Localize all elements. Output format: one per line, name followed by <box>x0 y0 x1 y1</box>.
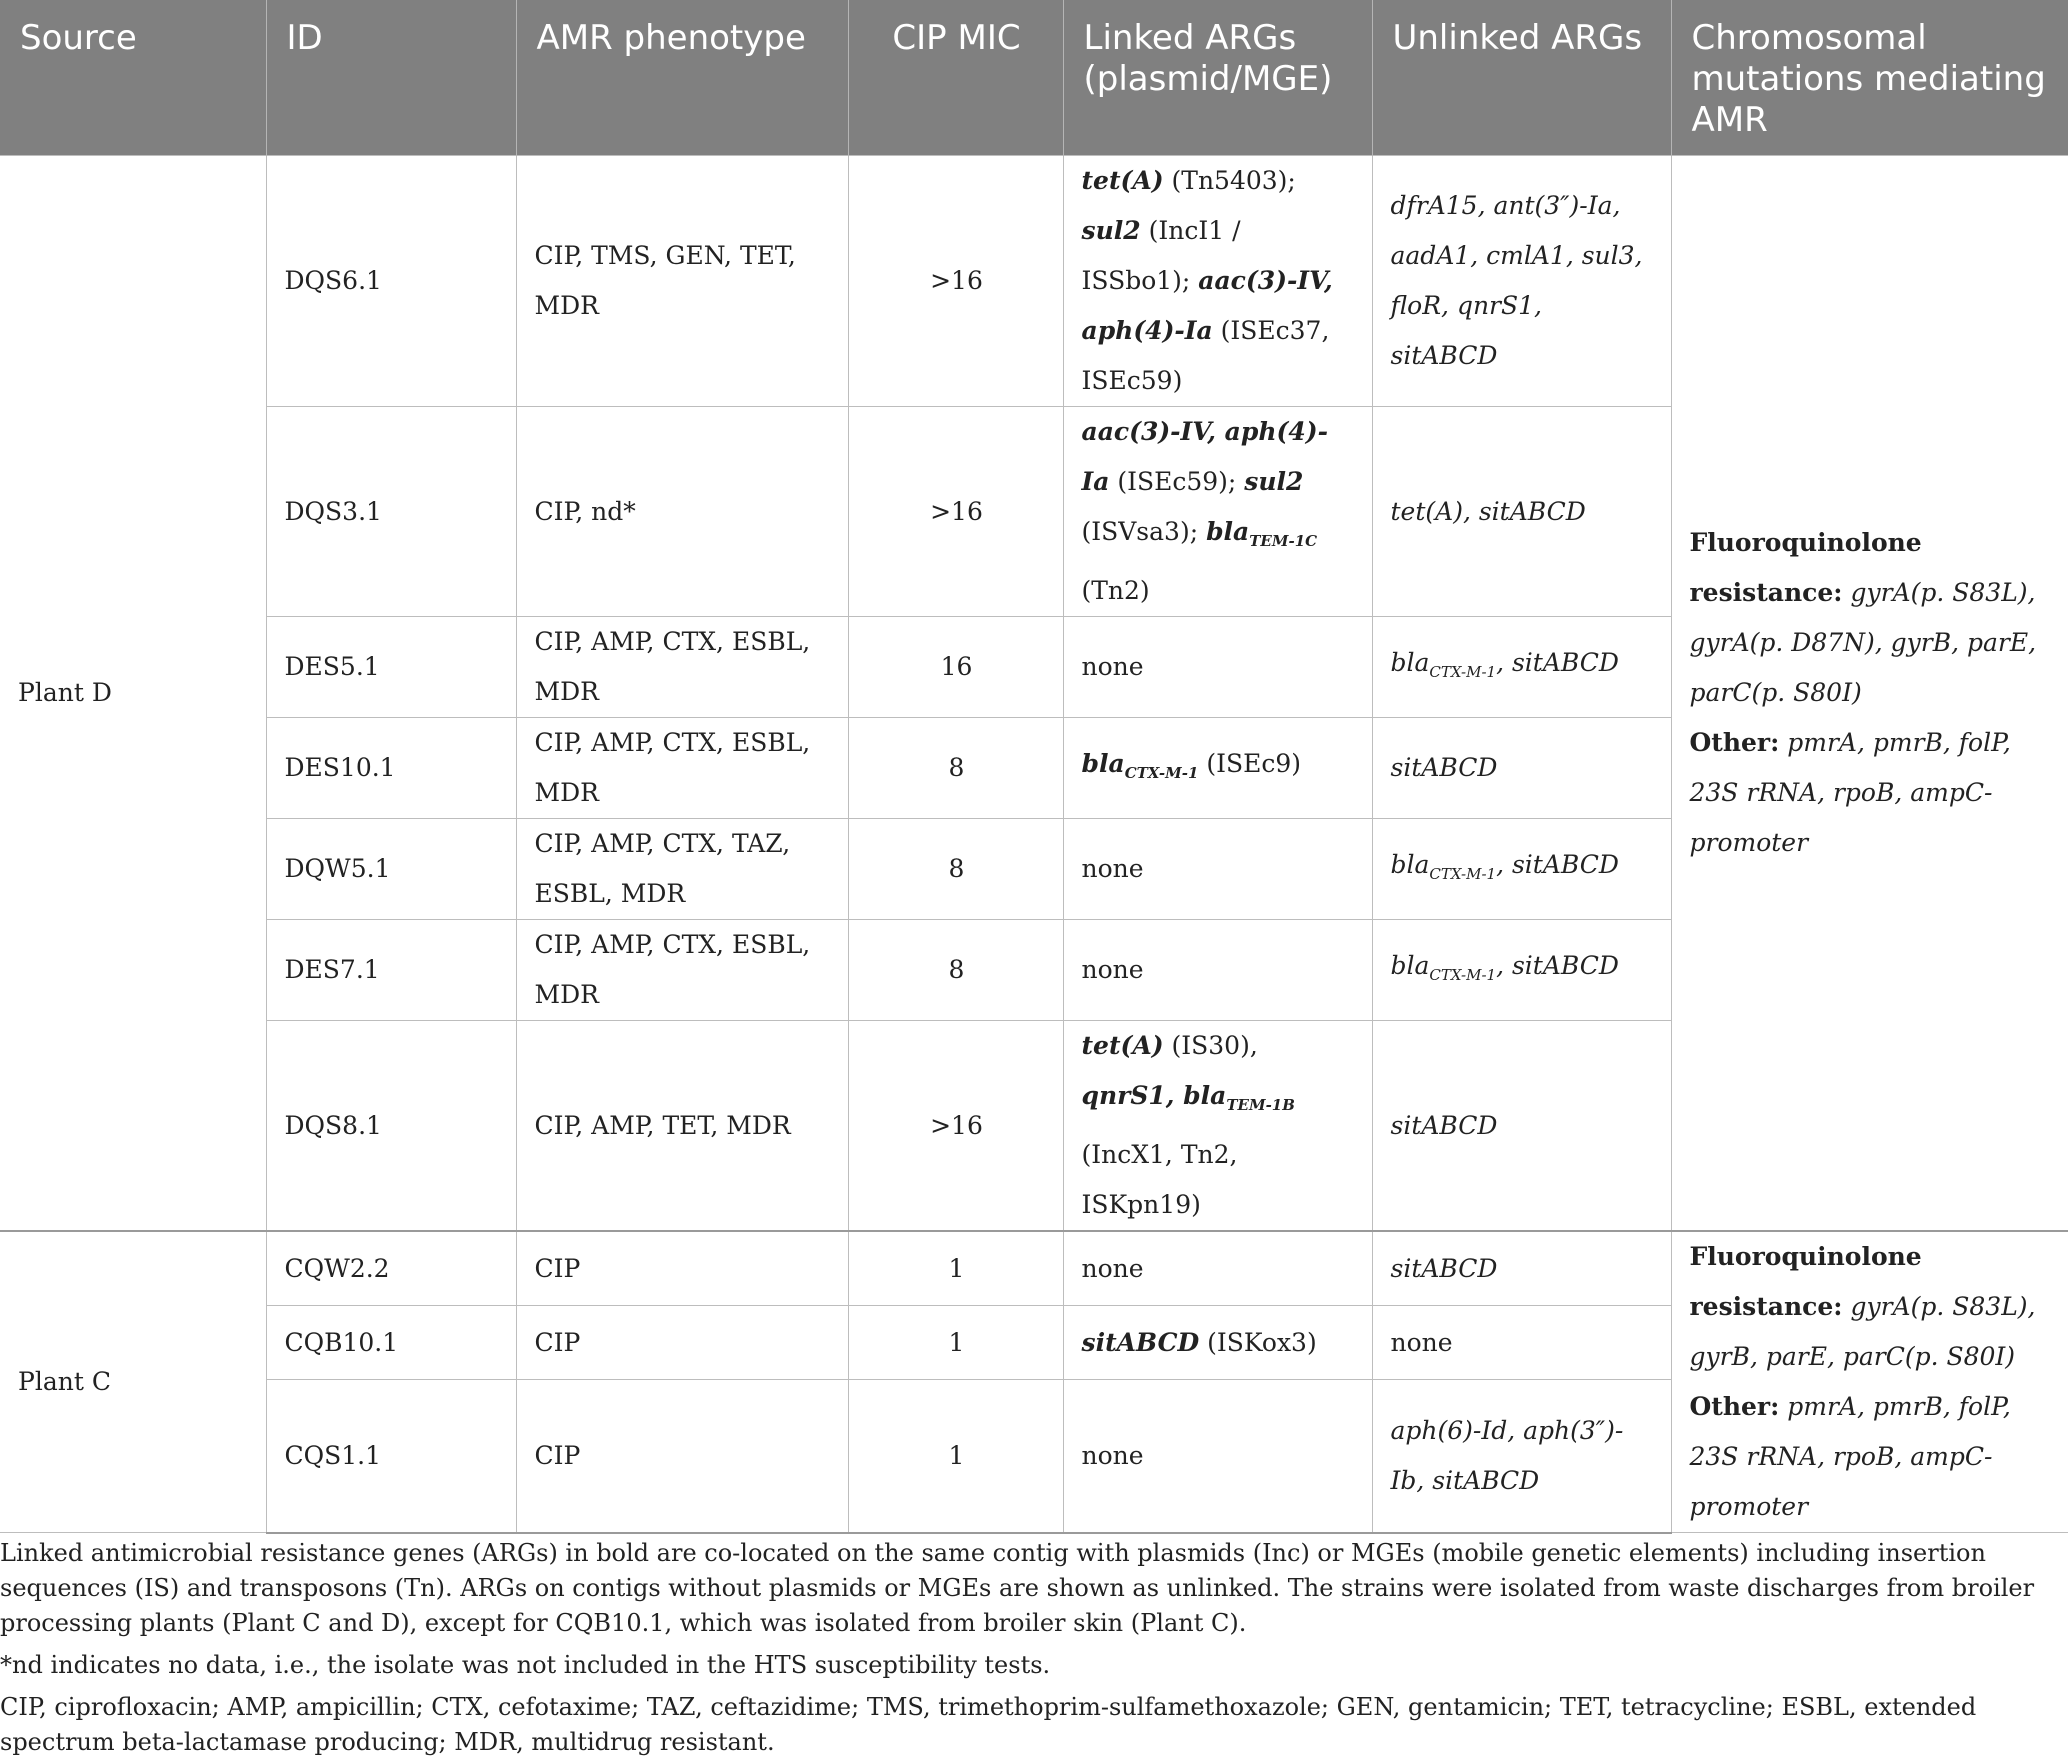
phenotype-cell: CIP, nd* <box>516 407 848 617</box>
footnote-main: Linked antimicrobial resistance genes (ARGs) in bold are co-located on the same contig with plasmids (Inc) or MGEs (mobile genetic elements) including insertion sequences (IS) and transposons (Tn). ARGs on contigs without plasmids or MGEs are shown as unlinked. The strains were isolated from waste discharges from broiler processing plants (Plant C and D), except for CQB10.1, which was isolated from broiler skin (Plant C). <box>0 1538 2035 1637</box>
gene-variant: CTX-M-1 <box>1429 662 1497 681</box>
unlinked-args-cell <box>1372 156 1671 407</box>
cip-mic-cell: >16 <box>848 156 1063 407</box>
linked-args-cell <box>1063 1021 1372 1232</box>
unlinked-genes: bla$_{CTX-M-1}$, sitABCD <box>1390 647 1619 681</box>
unlinked-args-cell <box>1372 1306 1671 1380</box>
linked-none: none <box>1081 955 1144 984</box>
gene-variant: CTX-M-1 <box>1429 965 1497 984</box>
unlinked-args-cell <box>1372 617 1671 718</box>
footnote-nd: *nd indicates no data, i.e., the isolate was not included in the HTS susceptibility tests. <box>0 1650 1051 1679</box>
unlinked-gene-list: , sitABCD <box>1496 849 1619 879</box>
linked-gene: sul2 <box>1081 216 1141 245</box>
phenotype-cell: CIP, TMS, GEN, TET, MDR <box>516 156 848 407</box>
linked-element: (ISEc59); <box>1109 467 1245 496</box>
linked-gene: sitABCD <box>1081 1327 1200 1357</box>
linked-args-cell <box>1063 617 1372 718</box>
mutation-list: gyrA(p. S83L), gyrB, parE, parC(p. S80I) <box>1689 1292 2036 1371</box>
unlinked-genes: bla$_{CTX-M-1}$, sitABCD <box>1390 849 1619 883</box>
table-row <box>0 156 2068 407</box>
footnotes <box>0 1534 2068 1760</box>
linked-gene: qnrS1, bla <box>1081 1081 1227 1110</box>
linked-args-cell <box>1063 156 1372 407</box>
linked-args-cell <box>1063 1306 1372 1380</box>
cip-mic-cell: 1 <box>848 1231 1063 1306</box>
linked-element: (ISKox3) <box>1199 1327 1317 1357</box>
linked-element: (IncX1, Tn2, ISKpn19) <box>1081 1140 1238 1219</box>
linked-args-cell <box>1063 1231 1372 1306</box>
gene-variant: TEM-1C <box>1249 532 1318 550</box>
header-id: ID <box>266 0 516 156</box>
unlinked-genes <box>1391 1111 1498 1140</box>
table-header-row <box>0 0 2068 156</box>
gene-variant: CTX-M-1 <box>1124 763 1199 782</box>
phenotype-cell: CIP, AMP, CTX, ESBL, MDR <box>516 617 848 718</box>
unlinked-gene-list: tet(A), sitABCD <box>1390 496 1586 526</box>
linked-gene: bla <box>1206 517 1250 546</box>
unlinked-gene-list: sitABCD <box>1390 753 1498 782</box>
chromosomal-cell <box>1671 156 2068 1232</box>
id-cell: DQS3.1 <box>266 407 516 617</box>
cip-mic-cell: 16 <box>848 617 1063 718</box>
linked-gene: tet(A) <box>1081 1031 1164 1060</box>
id-cell: DQS8.1 <box>266 1021 516 1232</box>
header-cip-mic: CIP MIC <box>848 0 1063 156</box>
header-unlinked-args: Unlinked ARGs <box>1372 0 1671 156</box>
unlinked-args-cell <box>1372 718 1671 819</box>
phenotype-cell: CIP, AMP, TET, MDR <box>516 1021 848 1232</box>
unlinked-genes <box>1391 1254 1498 1283</box>
unlinked-gene-list: aph(6)-Id, aph(3″)-Ib, sitABCD <box>1390 1415 1624 1495</box>
unlinked-genes <box>1391 753 1498 782</box>
header-source: Source <box>0 0 266 156</box>
mutation-list: gyrA(p. S83L), gyrA(p. D87N), gyrB, parE, parC(p. S80I) <box>1689 578 2037 707</box>
table-body <box>0 156 2068 1533</box>
linked-element: (IS30), <box>1163 1031 1258 1060</box>
cip-mic-cell: >16 <box>848 407 1063 617</box>
gene-variant: TEM-1B <box>1226 1096 1295 1114</box>
phenotype-cell: CIP, AMP, CTX, TAZ, ESBL, MDR <box>516 819 848 920</box>
linked-args-cell <box>1063 718 1372 819</box>
linked-none: none <box>1081 854 1144 883</box>
mutation-list: pmrA, pmrB, folP, 23S rRNA, rpoB, ampC-promoter <box>1689 1392 2011 1521</box>
linked-args-cell <box>1063 407 1372 617</box>
chromosomal-cell <box>1671 1231 2068 1533</box>
linked-none: none <box>1081 652 1144 681</box>
id-cell: DES7.1 <box>266 920 516 1021</box>
mutation-label: Fluoroquinolone resistance: <box>1689 528 1922 607</box>
id-cell: DES5.1 <box>266 617 516 718</box>
header-chromosomal-mutations: Chromosomal mutations mediating AMR <box>1671 0 2068 156</box>
unlinked-gene-list: sitABCD <box>1390 1110 1498 1140</box>
unlinked-args-cell <box>1372 1380 1671 1533</box>
cip-mic-cell: 1 <box>848 1380 1063 1533</box>
unlinked-args-cell <box>1372 819 1671 920</box>
cip-mic-cell: 8 <box>848 718 1063 819</box>
unlinked-gene-list: , sitABCD <box>1496 647 1619 677</box>
mutation-label: Other: <box>1689 728 1780 757</box>
unlinked-args-cell <box>1372 407 1671 617</box>
linked-element: (Tn5403); <box>1163 166 1296 195</box>
linked-args-cell <box>1063 1380 1372 1533</box>
phenotype-cell: CIP <box>516 1306 848 1380</box>
unlinked-args-cell <box>1372 1231 1671 1306</box>
unlinked-gene-list: dfrA15, ant(3″)-Ia, aadA1, cmlA1, sul3, floR, qnrS1, sitABCD <box>1390 191 1643 370</box>
cip-mic-cell: 8 <box>848 920 1063 1021</box>
id-cell: CQW2.2 <box>266 1231 516 1306</box>
linked-args-cell <box>1063 819 1372 920</box>
header-linked-args: Linked ARGs (plasmid/MGE) <box>1063 0 1372 156</box>
linked-element: (ISEc37, ISEc59) <box>1081 316 1330 395</box>
linked-element: (Tn2) <box>1081 576 1150 605</box>
source-cell: Plant C <box>0 1231 266 1533</box>
unlinked-none: none <box>1390 1327 1453 1357</box>
linked-gene: tet(A) <box>1081 166 1164 195</box>
unlinked-gene-list: sitABCD <box>1390 1253 1498 1283</box>
linked-gene: aac(3)-IV, aph(4)-Ia <box>1081 266 1333 345</box>
unlinked-genes: bla$_{CTX-M-1}$, sitABCD <box>1390 950 1619 984</box>
linked-none: none <box>1081 1440 1144 1470</box>
linked-gene: bla <box>1081 748 1125 778</box>
cip-mic-cell: 8 <box>848 819 1063 920</box>
header-amr-phenotype: AMR phenotype <box>516 0 848 156</box>
phenotype-cell: CIP <box>516 1231 848 1306</box>
mutation-label: Other: <box>1689 1392 1780 1421</box>
table-row <box>0 1231 2068 1306</box>
unlinked-genes <box>1391 191 1643 370</box>
phenotype-cell: CIP <box>516 1380 848 1533</box>
mutation-list: pmrA, pmrB, folP, 23S rRNA, rpoB, ampC-promoter <box>1689 728 2011 857</box>
id-cell: DQW5.1 <box>266 819 516 920</box>
cip-mic-cell: 1 <box>848 1306 1063 1380</box>
cip-mic-cell: >16 <box>848 1021 1063 1232</box>
source-cell: Plant D <box>0 156 266 1232</box>
linked-element: (IncI1 / ISSbo1); <box>1081 216 1241 295</box>
linked-element: (ISEc9) <box>1198 748 1302 778</box>
linked-gene: sul2 <box>1244 467 1304 496</box>
unlinked-args-cell <box>1372 920 1671 1021</box>
linked-args-cell <box>1063 920 1372 1021</box>
footnote-abbreviations: CIP, ciprofloxacin; AMP, ampicillin; CTX, cefotaxime; TAZ, ceftazidime; TMS, trimethoprim-sulfamethoxazole; GEN, gentamicin; TET, tetracycline; ESBL, extended spectrum beta-lactamase producing; MDR, multidrug resistant. <box>0 1692 1977 1756</box>
linked-gene: aac(3)-IV, aph(4)-Ia <box>1081 417 1328 496</box>
gene-variant: CTX-M-1 <box>1429 864 1497 883</box>
id-cell: CQB10.1 <box>266 1306 516 1380</box>
linked-element: (ISVsa3); <box>1081 517 1207 546</box>
linked-none: none <box>1081 1253 1144 1283</box>
unlinked-genes <box>1391 1416 1624 1495</box>
id-cell: DES10.1 <box>266 718 516 819</box>
mutation-label: Fluoroquinolone resistance: <box>1689 1242 1922 1321</box>
id-cell: DQS6.1 <box>266 156 516 407</box>
id-cell: CQS1.1 <box>266 1380 516 1533</box>
phenotype-cell: CIP, AMP, CTX, ESBL, MDR <box>516 718 848 819</box>
unlinked-gene-list: , sitABCD <box>1496 950 1619 980</box>
unlinked-args-cell <box>1372 1021 1671 1232</box>
unlinked-genes <box>1391 497 1586 526</box>
phenotype-cell: CIP, AMP, CTX, ESBL, MDR <box>516 920 848 1021</box>
